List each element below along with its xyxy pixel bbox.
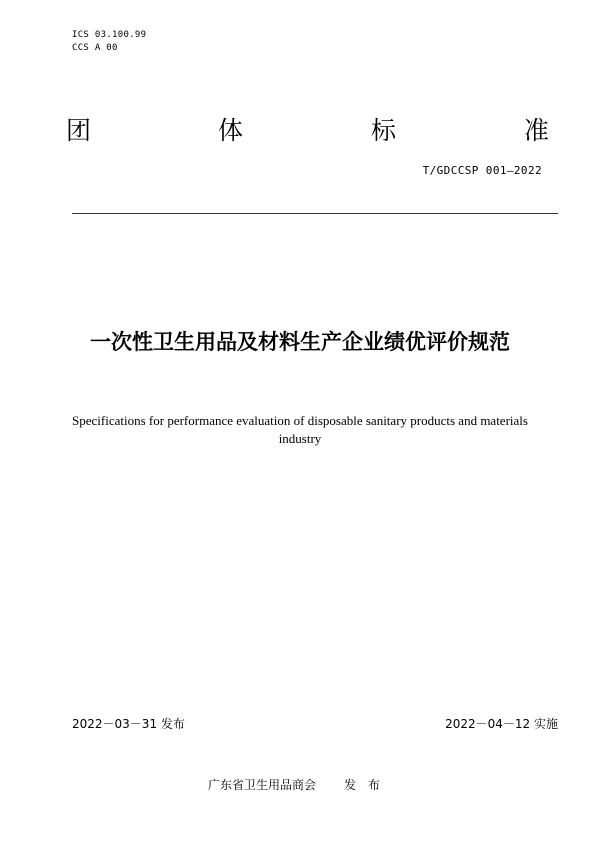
ccs-code: CCS A 00 [72, 43, 118, 53]
standard-number: T/GDCCSP 001—2022 [422, 164, 542, 177]
publisher-name: 广东省卫生用品商会 [208, 778, 317, 792]
publisher-line [208, 777, 392, 793]
document-title-english: Specifications for performance evaluation of disposable sanitary products and materials industry [72, 413, 528, 446]
ics-code: ICS 03.100.99 [72, 30, 147, 40]
classification-codes [72, 29, 146, 55]
issue-label: 发布 [344, 778, 393, 792]
standard-type-char: 团 [66, 116, 92, 145]
standard-type-char: 标 [371, 116, 397, 145]
document-title-chinese: 一次性卫生用品及材料生产企业绩优评价规范 [90, 330, 510, 354]
standard-type-char: 准 [524, 116, 550, 145]
issue-date: 2022－03－31 发布 [72, 717, 185, 731]
header-divider [72, 213, 558, 214]
implementation-date: 2022－04－12 实施 [445, 717, 558, 731]
standard-type-heading [66, 111, 556, 151]
standard-type-char: 体 [218, 116, 244, 145]
